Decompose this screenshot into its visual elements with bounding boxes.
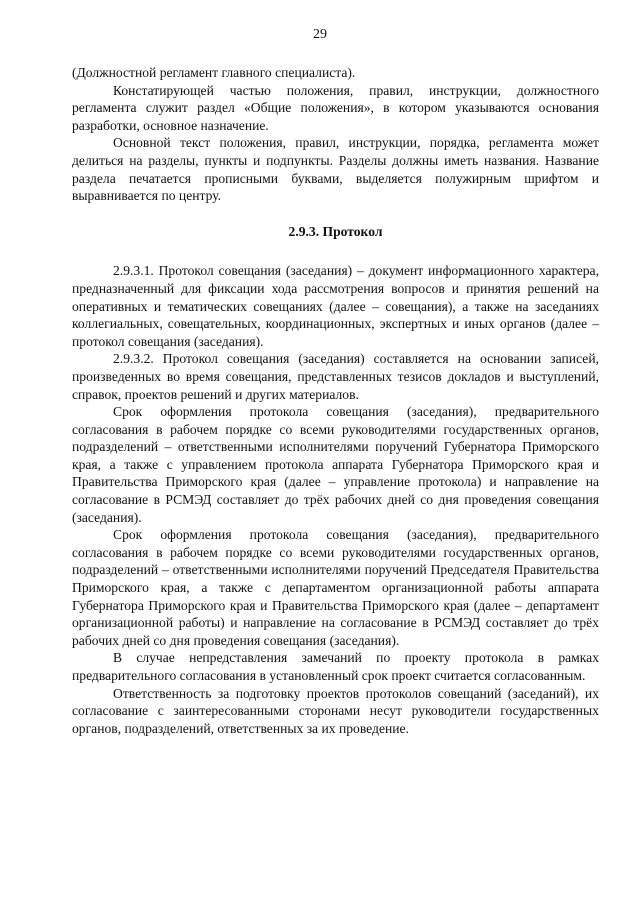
section-paragraph-2: 2.9.3.2. Протокол совещания (заседания) составляется на основании записей, произведенных во время совещания, представленных тезисов докладов и выступлений, справок, проектов решений и других материалов. [72,351,599,402]
intro-paragraph-1: (Должностной регламент главного специалиста). [72,65,356,80]
page-number: 29 [313,27,327,42]
section-heading: 2.9.3. Протокол [288,223,383,239]
page-content [72,64,599,737]
section-paragraph-3: Срок оформления протокола совещания (заседания), предварительного согласования в рабочем порядке со всеми руководителями государственных органов, подразделений – ответственными исполнителями поручений Губернатора Приморского края, а также с управлением протокола аппарата Губернатора Приморского края и Правительства Приморского края (далее – управление протокола) и направление на согласование в РСМЭД составляет до трёх рабочих дней со дня проведения совещания (заседания). [72,404,599,525]
section-paragraph-5: В случае непредставления замечаний по проекту протокола в рамках предварительного согласования в установленный срок проект считается согласованным. [72,650,599,683]
intro-paragraph-2: Констатирующей частью положения, правил, инструкции, должностного регламента служит раздел «Общие положения», в котором указываются основания разработки, основное назначение. [72,82,599,133]
section-paragraph-4: Срок оформления протокола совещания (заседания), предварительного согласования в рабочем порядке со всеми руководителями государственных органов, подразделений – ответственными исполнителями поручений Председателя Правительства Приморского края, а также с департаментом организационной работы аппарата Губернатора Приморского края и Правительства Приморского края (далее – департамент организационной работы) и направление на согласование в РСМЭД составляет до трёх рабочих дней со дня проведения совещания (заседания). [72,527,599,648]
section-paragraph-6: Ответственность за подготовку проектов протоколов совещаний (заседаний), их согласование с заинтересованными сторонами несут руководители государственных органов, подразделений, ответственных за их проведение. [72,685,599,736]
intro-paragraph-3: Основной текст положения, правил, инструкции, порядка, регламента может делиться на разделы, пункты и подпункты. Разделы должны иметь названия. Название раздела печатается прописными буквами, выделяется полужирным шрифтом и выравнивается по центру. [72,135,599,204]
section-paragraph-1: 2.9.3.1. Протокол совещания (заседания) – документ информационного характера, предназначенный для фиксации хода рассмотрения вопросов и принятия решений на оперативных и тематических совещаниях (далее – совещания), а также на заседаниях коллегиальных, совещательных, координационных, экспертных и иных органов (далее – протокол совещания (заседания). [72,263,599,349]
